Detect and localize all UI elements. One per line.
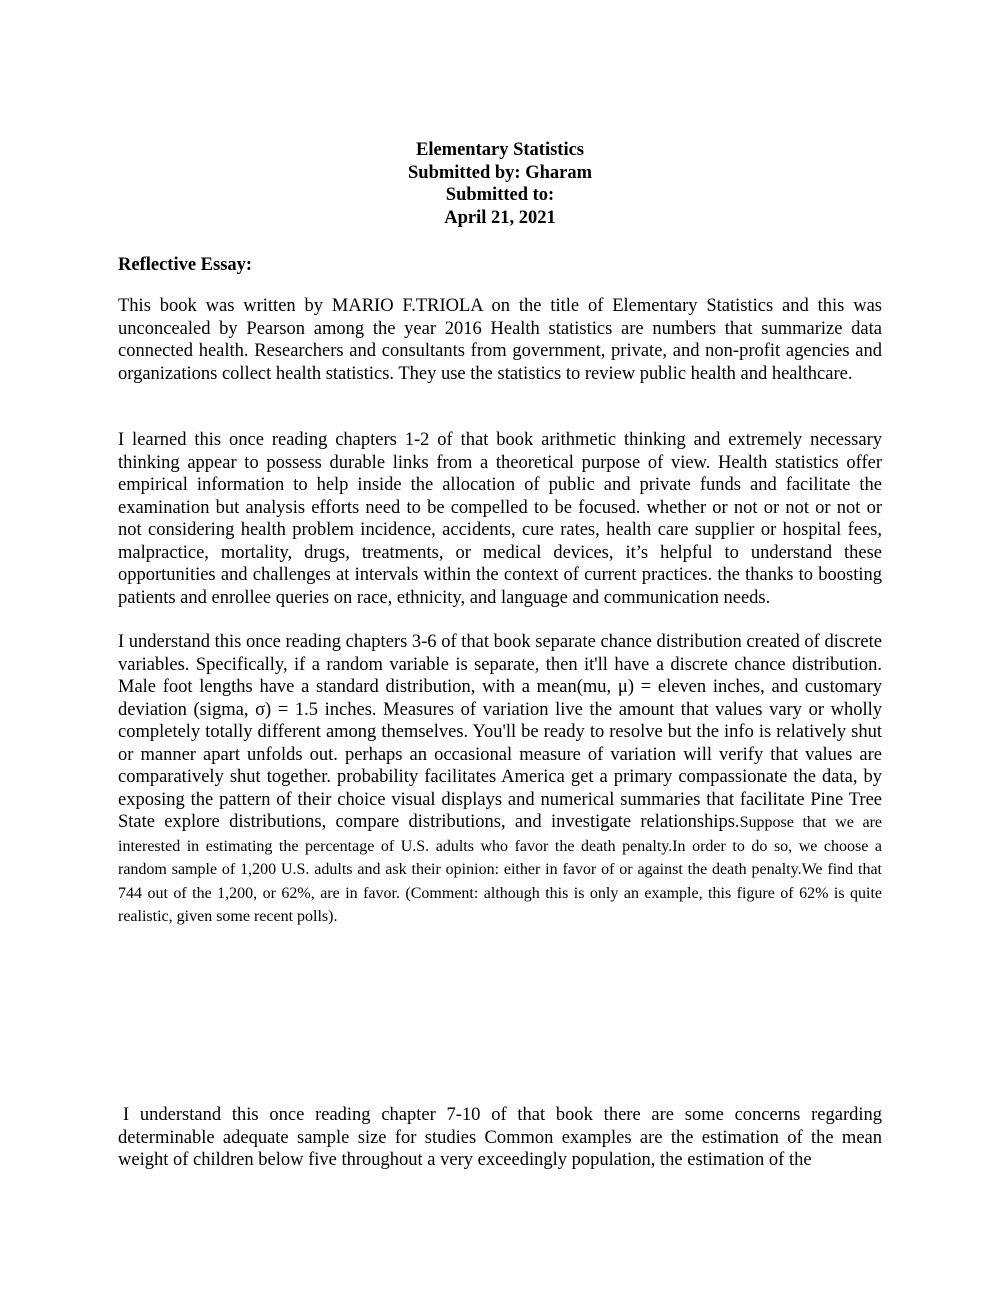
paragraph-chapters-7-10: I understand this once reading chapter 7-10 of that book there are some concerns regarding determinable adequate sample size for studies Common examples are the estimation of the mean weight of children below five throughout a very exceedingly population, the estimation of the [118,1105,882,1170]
submission-date: April 21, 2021 [444,207,556,228]
paragraph-chapters-3-6-main: I understand this once reading chapters 3-6 of that book separate chance distribution created of discrete variables. Specifically, if a random variable is separate, then it'll have a discrete chance distribution. Male foot lengths have a standard distribution, with a mean(mu, μ) = eleven inches, and customary deviation (sigma, σ) = 1.5 inches. Measures of variation live the amount that values vary or wholly completely totally different among themselves. You'll be ready to resolve but the info is relatively shut or manner apart unfolds out. perhaps an occasional measure of variation will verify that values are comparatively shut together. probability facilitates America get a primary compassionate the data, by exposing the pattern of their choice visual displays and numerical summaries that facilitate Pine Tree State explore distributions, compare distributions, and investigate relationships. [118,632,882,832]
submitted-to: Submitted to: [445,185,555,205]
document-header [0,139,1000,229]
paragraph-example-quote: Suppose that we are interested in estimating the percentage of U.S. adults who favor the death penalty.In order to do so, we choose a random sample of 1,200 U.S. adults and ask their opinion: either in favor of or against the death penalty.We find that 744 out of the 1,200, or 62%, are in favor. (Comment: although this is only an example, this figure of 62% is quite realistic, given some recent polls). [118,814,883,925]
submitted-by: Submitted by: Gharam [408,162,592,183]
section-heading: Reflective Essay: [118,255,253,275]
document-title: Elementary Statistics [415,140,584,160]
paragraph-intro: This book was written by MARIO F.TRIOLA on the title of Elementary Statistics and this was unconcealed by Pearson among the year 2016 Health statistics are numbers that summarize data connected health. Researchers and consultants from government, private, and non-profit agencies and organizations collect health statistics. They use the statistics to review public health and healthcare. [118,296,882,384]
paragraph-chapters-1-2: I learned this once reading chapters 1-2 of that book arithmetic thinking and extremely necessary thinking appear to possess durable links from a theoretical purpose of view. Health statistics offer empirical information to help inside the allocation of public and private funds and facilitate the examination but analysis efforts need to be compelled to be focused. whether or not or not or not or not considering health problem incidence, accidents, cure rates, health care supplier or hospital fees, malpractice, mortality, drugs, treatments, or medical devices, it’s helpful to understand these opportunities and challenges at intervals within the context of current practices. the thanks to boosting patients and enrollee queries on race, ethnicity, and language and communication needs. [118,430,882,608]
paragraph-chapters-3-6 [118,631,882,929]
